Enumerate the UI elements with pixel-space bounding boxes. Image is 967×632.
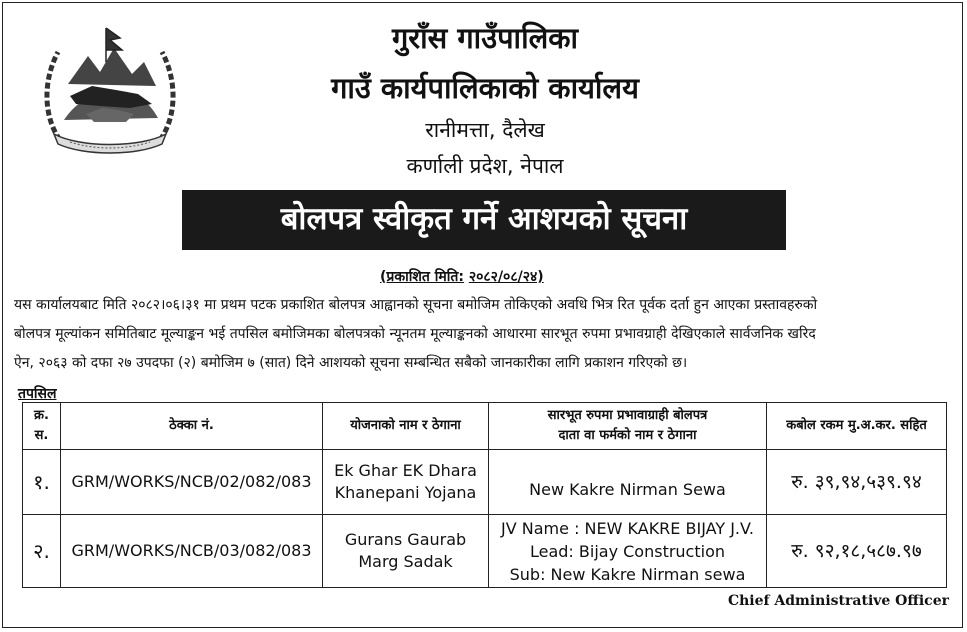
header-sn: क्र. स. — [23, 403, 61, 450]
cell-sn: १. — [23, 450, 61, 515]
published-date — [380, 267, 544, 286]
bidder-line: JV Name : NEW KAKRE BIJAY J.V. — [501, 518, 754, 538]
project-line: Khanepani Yojana — [334, 483, 477, 502]
header-project: योजनाको नाम र ठेगाना — [323, 403, 489, 450]
header-amount: कबोल रकम मु.अ.कर. सहित — [767, 403, 947, 450]
notice-body — [14, 291, 952, 378]
project-line: Ek Ghar EK Dhara — [334, 461, 477, 480]
published-date-value: २०८२/०८/२४) — [468, 269, 544, 285]
project-line: Gurans Gaurab — [344, 530, 467, 549]
published-date-label: (प्रकाशित मिति: — [380, 269, 464, 285]
table-header-row — [23, 403, 947, 450]
nepal-government-emblem-icon — [40, 22, 180, 160]
table-row — [23, 515, 947, 588]
cell-project — [323, 515, 489, 588]
schedule-label: तपसिल — [18, 386, 57, 402]
header-bidder-line: दाता वा फर्मको नाम र ठेगाना — [558, 428, 697, 443]
province-country: कर्णाली प्रदेश, नेपाल — [406, 154, 564, 178]
project-line: Marg Sadak — [358, 552, 453, 571]
header-bidder-line: सारभूत रुपमा प्रभावाग्राही बोलपत्र — [547, 408, 708, 423]
cell-contract-no: GRM/WORKS/NCB/02/082/083 — [61, 450, 323, 515]
notice-body-line: यस कार्यालयबाट मिति २०८२।०६।३१ मा प्रथम पटक प्रकाशित बोलपत्र आह्वानको सूचना बमोजिम तोकिएको अवधि भित्र रित पूर्वक दर्ता हुन आएका प्रस्तावहरुको — [14, 297, 818, 313]
office-name: गाउँ कार्यपालिकाको कार्यालय — [331, 71, 639, 105]
bidder-line: New Kakre Nirman Sewa — [529, 479, 726, 499]
header-bidder — [489, 403, 767, 450]
cell-amount: रु. ९२,१८,५८७.९७ — [767, 515, 947, 588]
cell-bidder — [489, 450, 767, 515]
signatory-title: Chief Administrative Officer — [727, 593, 949, 609]
notice-title-banner: बोलपत्र स्वीकृत गर्ने आशयको सूचना — [182, 190, 786, 250]
cell-amount: रु. ३९,९४,५३९.९४ — [767, 450, 947, 515]
cell-project — [323, 450, 489, 515]
notice-body-line: ऐन, २०६३ को दफा २७ उपदफा (२) बमोजिम ७ (सात) दिने आशयको सूचना सम्बन्धित सबैको जानकारीका लागि प्रकाशन गरिएको छ। — [14, 355, 688, 371]
cell-contract-no: GRM/WORKS/NCB/03/082/083 — [61, 515, 323, 588]
bidder-line: Sub: New Kakre Nirman sewa — [509, 564, 746, 584]
cell-sn: २. — [23, 515, 61, 588]
bidder-line: Lead: Bijay Construction — [529, 541, 725, 561]
municipality-name: गुराँस गाउँपालिका — [391, 21, 579, 55]
header-contract-no: ठेक्का नं. — [61, 403, 323, 450]
table-row — [23, 450, 947, 515]
office-location: रानीमत्ता, दैलेख — [425, 118, 545, 142]
cell-bidder — [489, 515, 767, 588]
notice-body-line: बोलपत्र मूल्यांकन समितिबाट मूल्याङ्कन भई तपसिल बमोजिमका बोलपत्रको न्यूनतम मूल्याङ्कनको आधारमा सारभूत रुपमा प्रभावग्राही देखिएकाले सार्वजनिक खरिद — [14, 326, 816, 342]
award-table — [22, 402, 947, 588]
